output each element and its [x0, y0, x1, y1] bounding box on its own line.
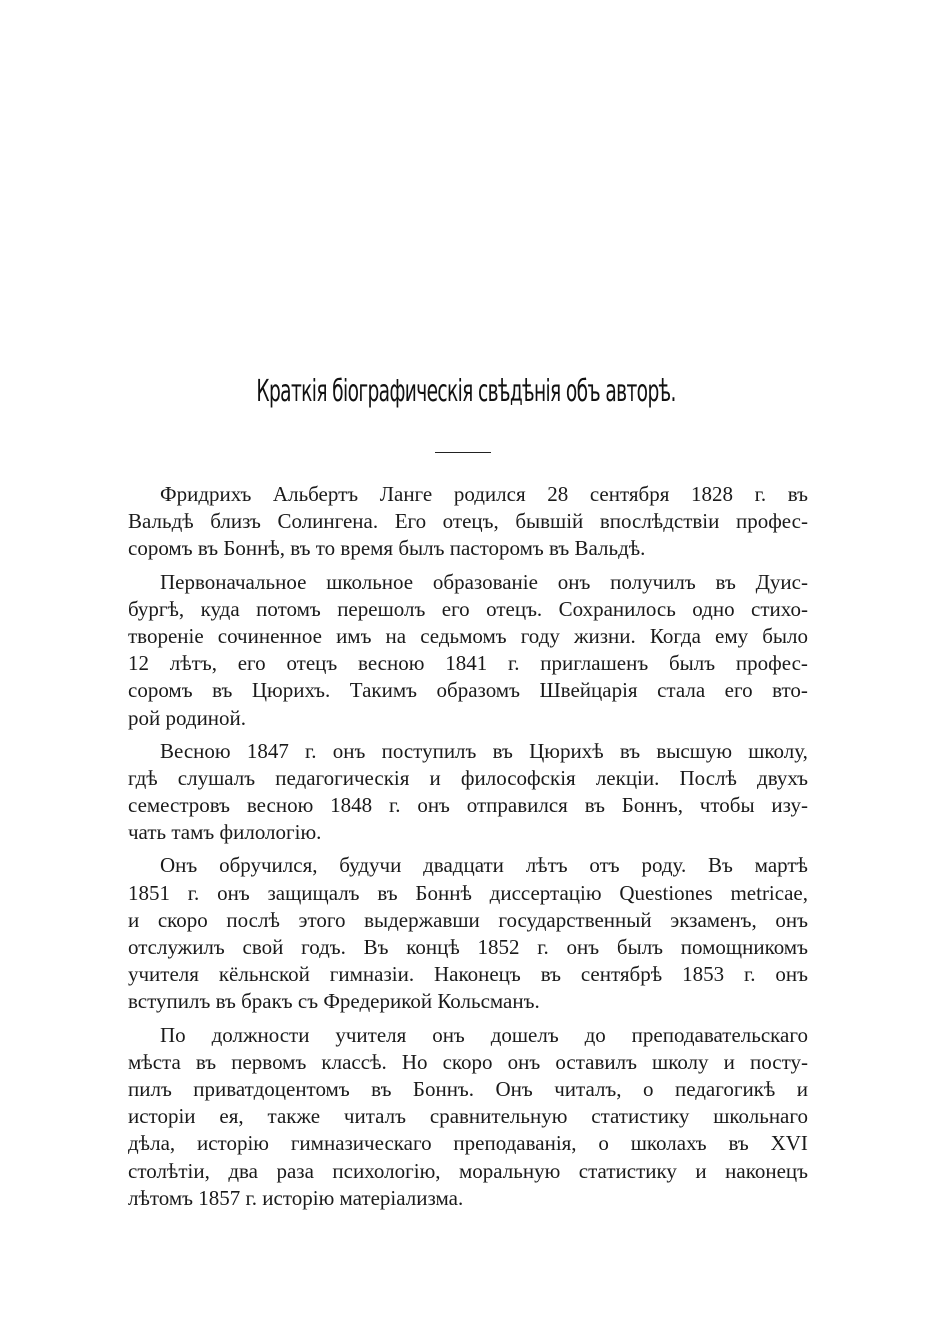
text-line: твореніе сочиненное имъ на седьмомъ году жизни. Когда ему было — [128, 623, 808, 648]
text-line: рой родиной. — [128, 705, 247, 730]
text-line: бургѣ, куда потомъ перешолъ его отецъ. Сохранилось одно стихо- — [128, 596, 808, 621]
paragraph — [128, 852, 808, 1015]
text-line: 12 лѣтъ, его отецъ весною 1841 г. приглашенъ былъ профес- — [128, 651, 808, 676]
paragraph — [128, 1022, 808, 1212]
text-line: Весною 1847 г. онъ поступилъ въ Цюрихѣ въ высшую школу, — [160, 738, 808, 763]
text-line: чать тамъ филологію. — [128, 820, 322, 845]
text-line: отслужилъ свой годъ. Въ концѣ 1852 г. онъ былъ помощникомъ — [128, 935, 808, 959]
text-line: семестровъ весною 1848 г. онъ отправился въ Боннъ, чтобы изу- — [128, 793, 808, 818]
text-line: Онъ обручился, будучи двадцати лѣтъ отъ роду. Въ мартѣ — [160, 853, 808, 878]
text-line: и скоро послѣ этого выдержавши государственный экзаменъ, онъ — [128, 907, 808, 932]
paragraph — [128, 481, 808, 563]
text-line: гдѣ слушалъ педагогическія и философскія лекціи. Послѣ двухъ — [128, 765, 808, 790]
text-line: 1851 г. онъ защищалъ въ Боннѣ диссертацію Questiones metricae, — [128, 880, 808, 905]
text-line: соромъ въ Боннѣ, въ то время былъ пасторомъ въ Вальдѣ. — [128, 536, 646, 561]
title-divider — [435, 452, 491, 453]
page-title: Краткія біографическія свѣдѣнія объ авторѣ. — [256, 374, 676, 409]
text-line: дѣла, исторію гимназическаго преподаванія, о школахъ въ XVI — [128, 1131, 808, 1156]
text-line: соромъ въ Цюрихъ. Такимъ образомъ Швейцарія стала его вто- — [128, 678, 808, 703]
paragraph — [128, 569, 808, 732]
text-line: вступилъ въ бракъ съ Фредерикой Кольсманъ. — [128, 989, 540, 1014]
text-line: учителя кёльнской гимназіи. Наконецъ въ сентябрѣ 1853 г. онъ — [128, 962, 808, 987]
text-line: пилъ приватдоцентомъ въ Боннъ. Онъ читалъ, о педагогикѣ и — [128, 1076, 808, 1101]
text-line: мѣста въ первомъ классѣ. Но скоро онъ оставилъ школу и посту- — [128, 1049, 808, 1074]
text-line: столѣтіи, два раза психологію, моральную статистику и наконецъ — [128, 1158, 808, 1183]
document-body — [128, 481, 808, 1212]
text-line: Фридрихъ Альбертъ Ланге родился 28 сентября 1828 г. въ — [160, 482, 808, 506]
text-line: лѣтомъ 1857 г. исторію матеріализма. — [128, 1185, 464, 1210]
text-line: исторіи ея, также читалъ сравнительную статистику школьнаго — [128, 1104, 808, 1129]
text-line: Первоначальное школьное образованіе онъ получилъ въ Дуис- — [160, 569, 808, 594]
text-line: По должности учителя онъ дошелъ до преподавательскаго — [160, 1022, 808, 1047]
paragraph — [128, 738, 808, 847]
text-line: Вальдѣ близъ Солингена. Его отецъ, бывшій впослѣдствіи профес- — [128, 509, 808, 534]
